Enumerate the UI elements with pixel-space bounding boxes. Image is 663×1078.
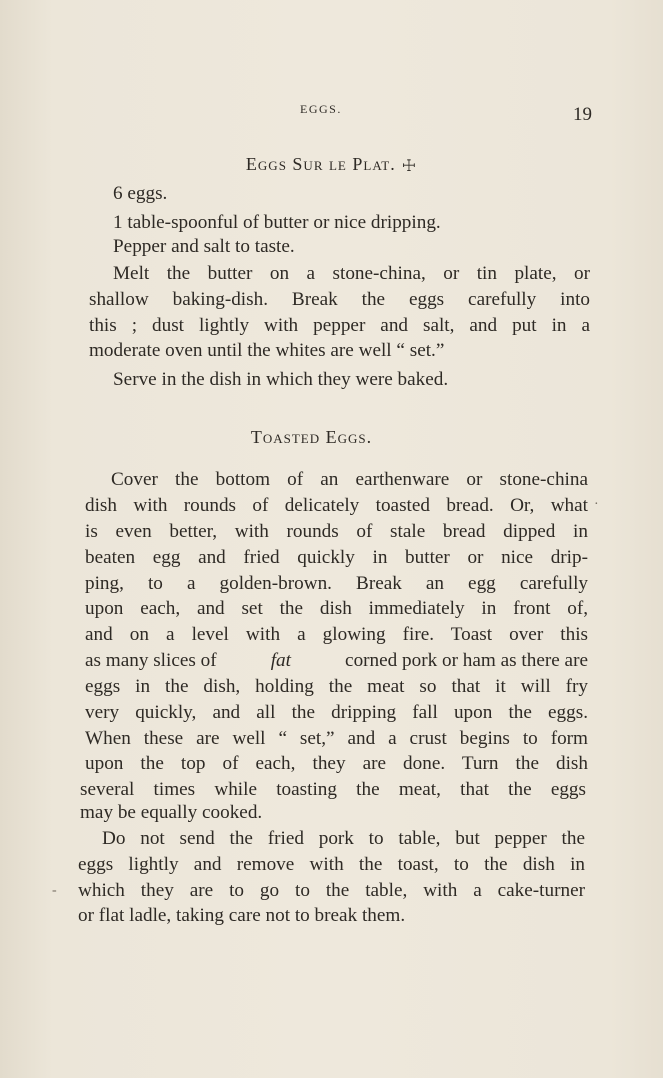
paragraph-line: may be equally cooked.: [80, 802, 263, 823]
ingredient-line: 6 eggs.: [113, 183, 168, 204]
paragraph-line: very quickly, and all the dripping fall upon the eggs.: [85, 702, 588, 723]
running-title: EGGS.: [300, 102, 342, 116]
paragraph-line: When these are well “ set,” and a crust begins to form: [85, 728, 588, 749]
stray-mark: -: [52, 883, 57, 898]
paragraph-line: or flat ladle, taking care not to break them.: [78, 905, 406, 926]
line-fragment: as many slices of: [85, 650, 217, 671]
paragraph-line: upon each, and set the dish immediately in front of,: [85, 598, 588, 619]
paragraph-line: several times while toasting the meat, that the eggs: [80, 779, 586, 800]
paragraph-line: Cover the bottom of an earthenware or stone-china: [111, 469, 588, 490]
paragraph-line: ping, to a golden-brown. Break an egg carefully: [85, 573, 588, 594]
running-head: [0, 96, 663, 126]
recipe-title-text: Eggs Sur le Plat.: [245, 154, 396, 174]
paragraph-line: upon the top of each, they are done. Turn the dish: [85, 753, 588, 774]
paragraph-line: which they are to go to the table, with a cake-turner: [78, 880, 585, 901]
instruction-line: moderate oven until the whites are well “ set.”: [89, 340, 445, 361]
paragraph-line: eggs in the dish, holding the meat so that it will fry: [85, 676, 588, 697]
instruction-line: Melt the butter on a stone-china, or tin plate, or: [113, 263, 590, 284]
paragraph-line: is even better, with rounds of stale bread dipped in: [85, 521, 588, 542]
instruction-line: shallow baking-dish. Break the eggs carefully into: [89, 289, 590, 310]
paragraph-line: eggs lightly and remove with the toast, to the dish in: [78, 854, 585, 875]
cross-icon: ☩: [401, 158, 418, 175]
paragraph-line: and on a level with a glowing fire. Toast over this: [85, 624, 588, 645]
line-fragment: corned pork or ham as there are: [345, 650, 588, 671]
paragraph-line: dish with rounds of delicately toasted bread. Or, what: [85, 495, 588, 516]
ingredient-line: 1 table-spoonful of butter or nice dripping.: [113, 212, 441, 233]
instruction-line: this ; dust lightly with pepper and salt, and put in a: [89, 315, 590, 336]
recipe-title-eggs-sur-le-plat: [0, 154, 663, 175]
italic-word: fat: [270, 650, 291, 671]
stray-mark: ·: [594, 497, 599, 512]
ingredient-line: Pepper and salt to taste.: [113, 236, 295, 257]
instruction-line: Serve in the dish in which they were baked.: [113, 369, 449, 390]
recipe-title-toasted-eggs: Toasted Eggs.: [250, 427, 373, 447]
page-number: 19: [573, 104, 592, 125]
paragraph-line: Do not send the fried pork to table, but pepper the: [102, 828, 585, 849]
paragraph-line: [85, 649, 588, 673]
paragraph-line: beaten egg and fried quickly in butter or nice drip-: [85, 547, 588, 568]
